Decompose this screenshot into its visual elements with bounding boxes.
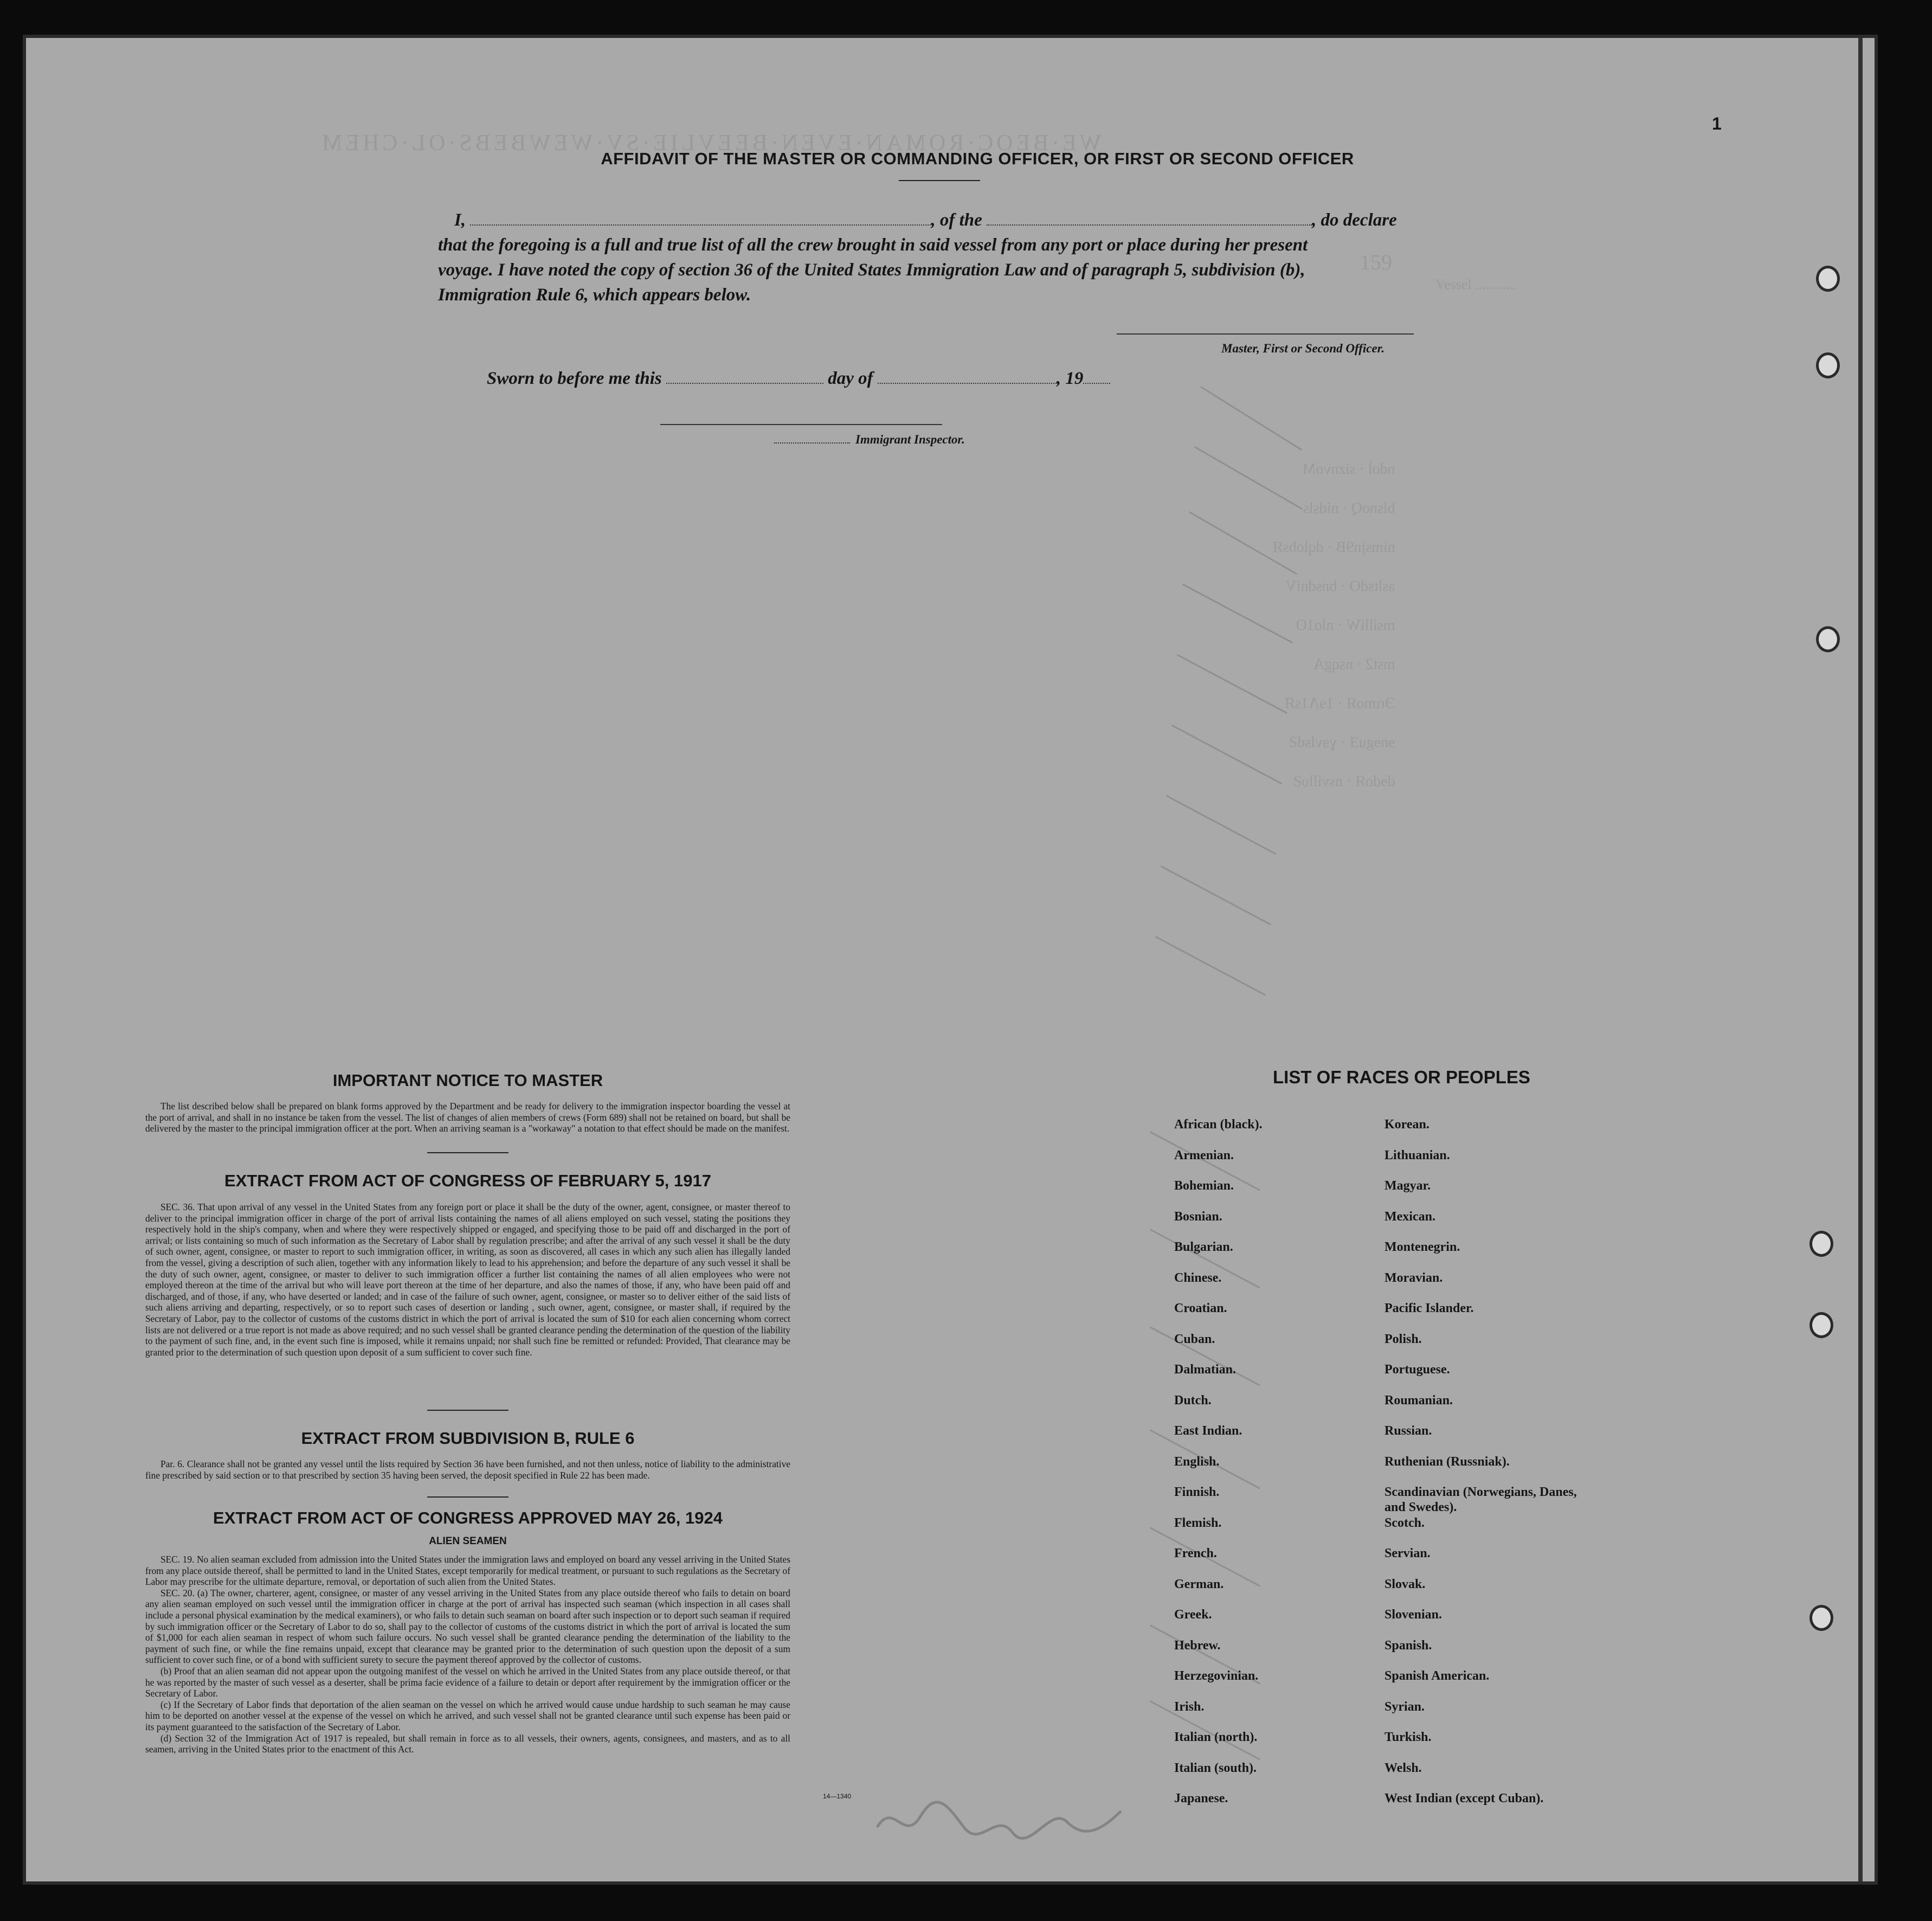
race-item: Spanish. [1384, 1638, 1432, 1653]
race-item: Croatian. [1174, 1301, 1227, 1315]
race-item: Korean. [1384, 1117, 1429, 1132]
race-item: Irish. [1174, 1699, 1205, 1714]
race-item: Cuban. [1174, 1332, 1215, 1346]
sworn-label: Sworn to before me this [487, 369, 662, 388]
race-item: Lithuanian. [1384, 1148, 1450, 1162]
signature-scrawl [872, 1784, 1126, 1854]
race-item: Armenian. [1174, 1148, 1234, 1162]
race-item: English. [1174, 1454, 1220, 1469]
affidavit-do-declare: , do declare [1312, 210, 1397, 230]
races-title: LIST OF RACES OR PEOPLES [1273, 1067, 1530, 1087]
pencil-mark [1155, 936, 1266, 996]
race-item: Slovenian. [1384, 1608, 1442, 1622]
form-code: 14—1340 [823, 1792, 852, 1800]
bleed-through: 159 [1360, 250, 1392, 274]
affidavit-i: I, [454, 210, 466, 230]
race-item: Bosnian. [1174, 1209, 1222, 1224]
race-item: Finnish. [1174, 1485, 1220, 1499]
rule6-title: EXTRACT FROM SUBDIVISION B, RULE 6 [301, 1429, 635, 1448]
inspector-label: Immigrant Inspector. [855, 433, 965, 446]
page-number: 1 [1712, 114, 1722, 133]
year-prefix: , 19 [1056, 369, 1084, 388]
race-item: Magyar. [1384, 1179, 1431, 1193]
master-signature-label: Master, First or Second Officer. [1221, 342, 1385, 355]
inspector-dotted-line [774, 442, 850, 444]
notice-rule [427, 1152, 508, 1153]
race-item: Flemish. [1174, 1515, 1222, 1530]
affidavit-line-3: voyage. I have noted the copy of section 36 of the United States Immigration Law and of paragraph 5, subdivision (b), [438, 260, 1305, 280]
binder-hole [1809, 1231, 1833, 1257]
day-of-label: day of [828, 369, 873, 388]
race-item: Bulgarian. [1174, 1240, 1233, 1254]
race-item: German. [1174, 1577, 1224, 1591]
binder-hole [1809, 1312, 1833, 1338]
rule6-rule [427, 1496, 508, 1498]
race-item: Greek. [1174, 1608, 1212, 1622]
pencil-mark [1161, 865, 1271, 926]
document-sheet [26, 38, 1875, 1881]
rule6-text: Par. 6. Clearance shall not be granted any vessel until the lists required by Section 36 have been furnished, and not then unless, notice of liability to the administrative fine prescribed by said section or to that prescribed by section 35 having been served, the deposit specified in Rule 22 has been made. [145, 1459, 790, 1481]
race-item: French. [1174, 1546, 1217, 1560]
affidavit-line-2: that the foregoing is a full and true list of all the crew brought in said vessel from any port or place during her present [438, 235, 1308, 255]
affidavit-line-1 [454, 210, 1397, 230]
race-item: Pacific Islander. [1384, 1301, 1474, 1315]
pencil-mark [1177, 654, 1287, 714]
race-item: Servian. [1384, 1546, 1431, 1560]
bleed-through: Vessel ............ [1435, 277, 1517, 292]
race-item: Italian (south). [1174, 1761, 1257, 1775]
race-item: Italian (north). [1174, 1730, 1258, 1744]
affidavit-of-the: , of the [931, 210, 982, 230]
alien-seamen-subtitle: ALIEN SEAMEN [429, 1535, 507, 1547]
binder-hole [1816, 352, 1840, 378]
pencil-mark [1171, 724, 1282, 785]
race-item: Roumanian. [1384, 1393, 1453, 1408]
race-item: Welsh. [1384, 1761, 1422, 1775]
bleed-through: ndoĺ · siznvoM blsnoQ · nidsls nimsjn9B · dqlobsЯ asltsdO · bnsdniV msilliW · nlo1O mst2 · nsqgA ЭrιmoЯ · 1ɘΛ1sЯ ɘnɘguƎ · ɣɘvlsdƧ dɘdoЯ · nsvillυƧ [1273, 461, 1395, 790]
binder-hole [1809, 1605, 1833, 1631]
race-item: Russian. [1384, 1424, 1432, 1438]
notice-title: IMPORTANT NOTICE TO MASTER [332, 1071, 603, 1090]
binder-hole [1816, 626, 1840, 652]
sec-20b-text: (b) Proof that an alien seaman did not appear upon the outgoing manifest of the vessel on which he arrived in the United States from any place outside thereof, or that he was reported by the master of such vessel as a deserter, shall be prima facie evidence of a failure to detain or deport after requirement by the immigration officer or the Secretary of Labor. [145, 1665, 790, 1699]
sec-20d-text: (d) Section 32 of the Immigration Act of 1917 is repealed, but shall remain in force as to all vessels, their owners, agents, consignees, and masters, and as to all seamen, arriving in the United States prior to the enactment of this Act. [145, 1732, 790, 1755]
race-item: East Indian. [1174, 1424, 1242, 1438]
race-item: Turkish. [1384, 1730, 1432, 1744]
race-item: Ruthenian (Russniak). [1384, 1454, 1510, 1469]
sec-20c-text: (c) If the Secretary of Labor finds that deportation of the alien seaman on the vessel on which he arrived would cause undue hardship to such seaman he may cause him to be deported on another vessel at the expense of the vessel on which he arrived, and such vessel shall not be granted clearance until such expense has been paid or its payment guaranteed to the satisfaction of the Secretary of Labor. [145, 1699, 790, 1732]
race-item: Montenegrin. [1384, 1240, 1460, 1254]
inspector-signature-line[interactable] [660, 424, 942, 425]
race-item: West Indian (except Cuban). [1384, 1791, 1544, 1806]
race-item: Hebrew. [1174, 1638, 1221, 1653]
name-blank[interactable] [470, 224, 931, 226]
race-item: Bohemian. [1174, 1179, 1234, 1193]
race-item: Japanese. [1174, 1791, 1228, 1806]
pencil-mark [1200, 386, 1302, 451]
sworn-line [487, 369, 1110, 389]
title-rule [899, 180, 980, 181]
race-item: Mexican. [1384, 1209, 1435, 1224]
notice-text: The list described below shall be prepared on blank forms approved by the Department and be ready for delivery to the immigration inspector boarding the vessel at the port of arrival, and shall in no instance be taken from the vessel. The list of changes of alien members of crews (Form 689) shall not be retained on board, but shall be delivered by the master to the principal immigration officer at the port. When an arriving seaman is a "workaway" a notation to that effect should be made on the manifest. [145, 1101, 790, 1134]
month-blank[interactable] [878, 383, 1057, 384]
extract-1917-text: SEC. 36. That upon arrival of any vessel in the United States from any foreign port or place it shall be the duty of the owner, agent, consignee, or master thereof to deliver to the principal immigration officer in charge of the port of arrival lists containing the names of all aliens employed on such vessel, stating the positions they respectively hold in the ship's company, when and where they were respectively shipped or engaged, and specifying those to be paid off and discharged in the port of arrival; or lists containing so much of such information as the Secretary of Labor shall by regulation prescribe; and after the arrival of any such vessel it shall be the duty of such owner, agent, consignee, or master to report to such immigration officer, in writing, as soon as discovered, all cases in which any such alien has illegally landed from the vessel, giving a description of such alien, together with any information likely to lead to his apprehension; and before the departure of any such vessel it shall be the duty of such owner, agent, consignee, or master to deliver to such immigration officer a further list containing the names of all alien employees who were not employed thereon at the time of the arrival but who will leave port thereon at the time of her departure, and also the names of those, if any, who have been paid off and discharged, and of those, if any, who have deserted or landed; and in case of the failure of such owner, agent, consignee, or master so to deliver either of the said lists of such aliens arriving and departing, respectively, or so to report such cases of desertion or landing , such owner, agent, consignee, or master shall, if required by the Secretary of Labor, pay to the collector of customs of the customs district in which the port of arrival is located the sum of $10 for each alien concerning whom correct lists are not delivered or a true report is not made as above required; and no such vessel shall be granted clearance pending the determination of the question of the liability to the payment of such fine, and, in the event such fine is imposed, while it remains unpaid; nor shall such fine be remitted or refunded: Provided, That clearance may be granted prior to the determination of such question upon deposit of a sum sufficient to cover such fine. [145, 1202, 790, 1358]
race-item: Slovak. [1384, 1577, 1426, 1591]
sec-20a-text: SEC. 20. (a) The owner, charterer, agent, consignee, or master of any vessel arriving in the United States from any place outside thereof who fails to detain on board any alien seaman employed on such vessel until the immigration officer in charge at the port of arrival has inspected such seaman (which inspection in all cases shall include a personal physical examination by the medical examiners), or who fails to detain such seaman on board after such inspection or to deport such seaman if required by such immigration officer or the Secretary of Labor to do so, shall pay to the collector of customs of the customs district in which the port of arrival is located the sum of $1,000 for each alien seaman in respect of whom such failure occurs. No such vessel shall be granted clearance pending the determination of the liability to the payment of such fine, or while the fine remains unpaid, except that clearance may be granted prior to the determination of such question upon the deposit of a sum sufficient to cover such fine, or of a bond with sufficient surety to secure the payment thereof approved by the collector of customs. [145, 1587, 790, 1666]
race-item: Spanish American. [1384, 1669, 1490, 1683]
race-item: Polish. [1384, 1332, 1422, 1346]
pencil-mark [1166, 795, 1277, 855]
race-item: Dutch. [1174, 1393, 1212, 1408]
page-edge [1858, 38, 1863, 1881]
extract-1917-title: EXTRACT FROM ACT OF CONGRESS OF FEBRUARY 5, 1917 [224, 1171, 711, 1190]
affidavit-line-4: Immigration Rule 6, which appears below. [438, 285, 751, 305]
race-item: Chinese. [1174, 1270, 1222, 1285]
vessel-blank[interactable] [987, 224, 1312, 226]
race-item: Dalmatian. [1174, 1363, 1236, 1377]
extract-1924-title: EXTRACT FROM ACT OF CONGRESS APPROVED MAY 26, 1924 [213, 1508, 723, 1527]
race-item: Scandinavian (Norwegians, Danes, and Swedes). [1384, 1485, 1577, 1514]
master-signature-line[interactable] [1117, 333, 1414, 335]
bleed-through: WE·BEOC·ROMAN·EVEN·BEEVLIE·SV·WEWBEBS·OL·CHEM [319, 131, 1102, 156]
sec-19-text: SEC. 19. No alien seaman excluded from admission into the United States under the immigration laws and employed on board any vessel arriving in the United States from any place outside thereof, shall be permitted to land in the United States, except temporarily for medical treatment, or pursuant to such regulations as the Secretary of Labor may prescribe for the ultimate departure, removal, or deportation of such alien from the United States. [145, 1554, 790, 1588]
affidavit-title: AFFIDAVIT OF THE MASTER OR COMMANDING OFFICER, OR FIRST OR SECOND OFFICER [601, 149, 1354, 168]
race-item: Syrian. [1384, 1699, 1425, 1714]
race-item: African (black). [1174, 1117, 1263, 1132]
year-blank[interactable] [1083, 383, 1110, 384]
race-item: Scotch. [1384, 1515, 1425, 1530]
race-item: Moravian. [1384, 1270, 1443, 1285]
day-blank[interactable] [666, 383, 823, 384]
extract-1917-rule [427, 1410, 508, 1411]
race-item: Portuguese. [1384, 1363, 1450, 1377]
race-item: Herzegovinian. [1174, 1669, 1259, 1683]
extract-1924-body [145, 1554, 790, 1755]
binder-hole [1816, 266, 1840, 292]
